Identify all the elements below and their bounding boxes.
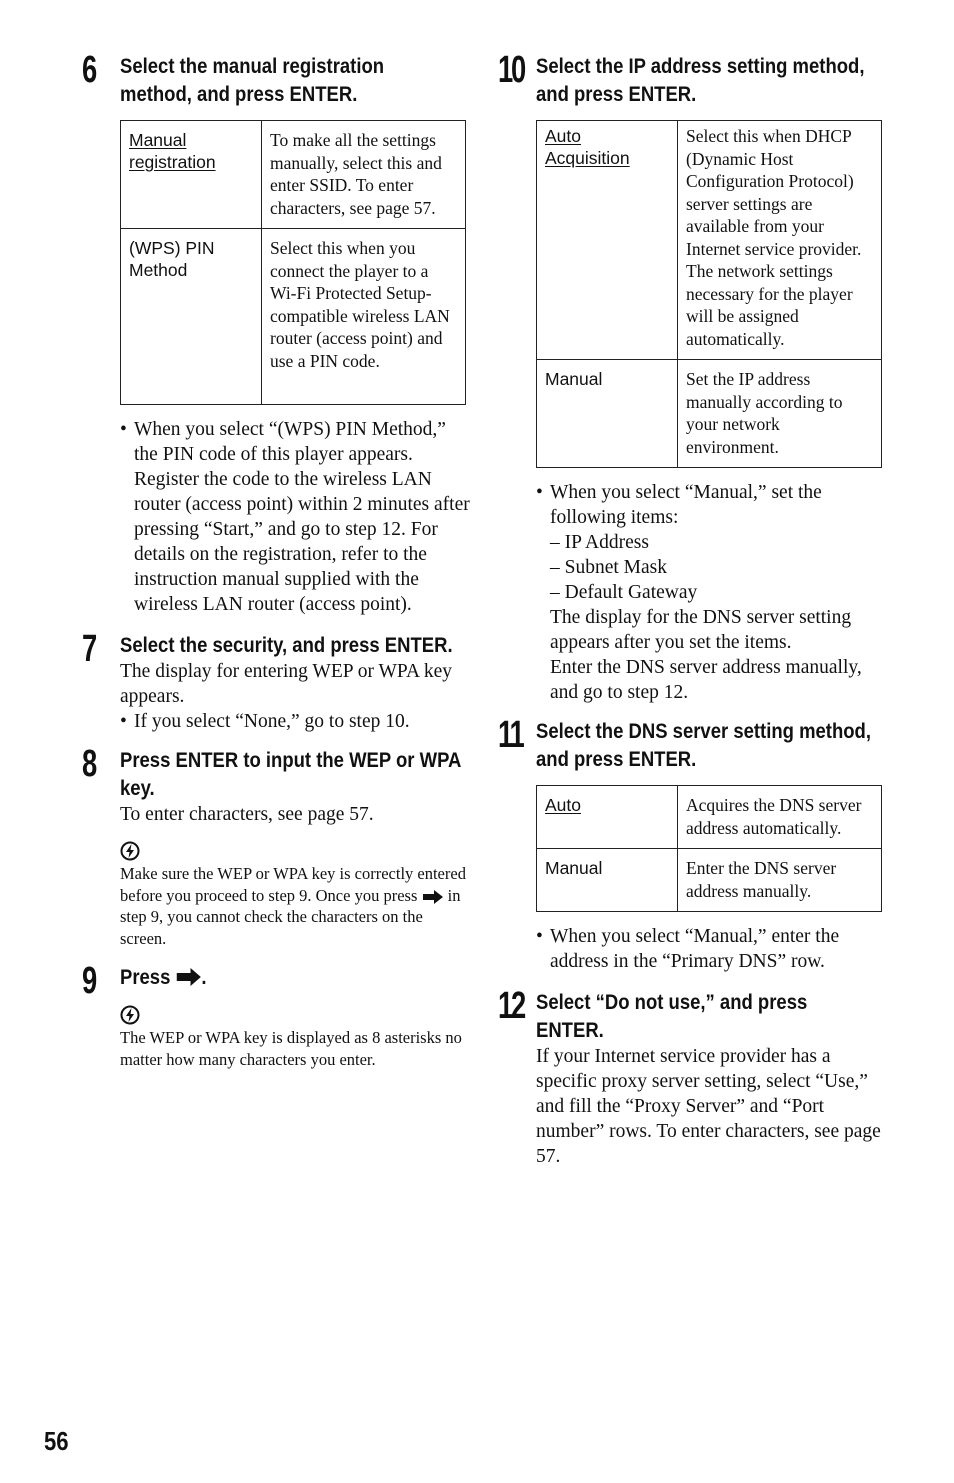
heading-line: Select the manual registration (120, 54, 385, 78)
option-description: To make all the settings manually, select this and enter SSID. To enter characters, see page 57. (262, 121, 466, 229)
heading-line: Press ENTER to input the WEP or WPA (120, 748, 462, 772)
step-heading (536, 717, 889, 773)
step-number: 8 (82, 743, 96, 785)
right-arrow-icon (176, 968, 202, 986)
heading-line: Select “Do not use,” and press (536, 990, 808, 1014)
bullet-list (536, 924, 888, 974)
hint-icon (120, 841, 140, 861)
option-description: Select this when you connect the player to a Wi-Fi Protected Setup-compatible wireless LAN router (access point) and use a PIN code. (262, 229, 466, 405)
heading-line: and press ENTER. (536, 747, 697, 771)
sub-item: – Subnet Mask (550, 557, 667, 578)
bullet-text: • When you select “Manual,” set the following items: (550, 482, 822, 528)
bullet-list (120, 709, 472, 734)
step-8 (82, 743, 472, 949)
heading-line: key. (120, 776, 155, 800)
step-12 (498, 985, 888, 1169)
step-6 (82, 49, 472, 617)
step-number: 11 (498, 714, 523, 756)
table-row (121, 229, 466, 405)
step-heading: Press . (120, 965, 207, 989)
step-number: 9 (82, 960, 96, 1002)
right-arrow-icon (422, 890, 444, 904)
heading-line: Select the DNS server setting method, (536, 719, 871, 743)
options-table (536, 785, 882, 912)
heading-line: ENTER. (536, 1018, 604, 1042)
bullet-list (120, 417, 472, 617)
option-name: (WPS) PIN Method (121, 229, 262, 405)
step-7 (82, 628, 472, 734)
step-heading (536, 52, 889, 108)
step-number: 12 (498, 985, 525, 1027)
option-description: Acquires the DNS server address automatically. (678, 786, 882, 849)
option-name: Auto Acquisition (537, 121, 678, 360)
step-body: The display for entering WEP or WPA key appears. (120, 661, 452, 707)
table-row (537, 360, 882, 468)
option-name: Manual (537, 360, 678, 468)
bullet-text: The display for the DNS server setting appears after you set the items. (550, 607, 852, 653)
options-table (120, 120, 466, 405)
step-body: If your Internet service provider has a specific proxy server setting, select “Use,” and fill the “Proxy Server” and “Port number” rows. To enter characters, see page 57. (536, 1046, 881, 1167)
heading-line: method, and press ENTER. (120, 82, 358, 106)
bullet-text: Enter the DNS server address manually, and go to step 12. (550, 657, 862, 703)
step-number: 10 (498, 49, 525, 91)
step-number: 7 (82, 628, 96, 670)
step-10 (498, 49, 888, 705)
options-table (536, 120, 882, 468)
option-description: Select this when DHCP (Dynamic Host Configuration Protocol) server settings are available from your Internet service provider. The network settings necessary for the player will be assigned automatically. (678, 121, 882, 360)
option-description: Set the IP address manually according to your network environment. (678, 360, 882, 468)
sub-item: – Default Gateway (550, 582, 698, 603)
list-item: • When you select “(WPS) PIN Method,” the PIN code of this player appears. Register the code to the wireless LAN router (access point) within 2 minutes after pressing “Start,” and go to step 12. For details on the registration, refer to the instruction manual supplied with the wireless LAN router (access point). (120, 417, 472, 617)
step-heading (536, 988, 889, 1044)
hint-text: The WEP or WPA key is displayed as 8 asterisks no matter how many characters you enter. (120, 1028, 462, 1069)
heading-line: and press ENTER. (536, 82, 697, 106)
option-name: Manual registration (121, 121, 262, 229)
left-column (82, 49, 472, 1070)
option-name: Auto (537, 786, 678, 849)
page-number: 56 (44, 1426, 69, 1456)
option-description: Enter the DNS server address manually. (678, 849, 882, 912)
option-name: Manual (537, 849, 678, 912)
bullet-list (536, 480, 888, 705)
list-item: • When you select “Manual,” enter the address in the “Primary DNS” row. (536, 924, 888, 974)
step-11 (498, 714, 888, 974)
list-item: • If you select “None,” go to step 10. (120, 709, 472, 734)
step-heading (120, 52, 473, 108)
step-body: To enter characters, see page 57. (120, 804, 374, 825)
table-row (121, 121, 466, 229)
heading-line: Select the IP address setting method, (536, 54, 865, 78)
table-row (537, 786, 882, 849)
step-heading (120, 746, 473, 802)
hint-text: Make sure the WEP or WPA key is correctly entered before you proceed to step 9. Once you press in step 9, you cannot check the characters on the screen. (120, 864, 466, 948)
sub-item: – IP Address (550, 532, 649, 553)
table-row (537, 121, 882, 360)
table-row (537, 849, 882, 912)
step-9 (82, 960, 472, 1070)
right-column (498, 49, 888, 1169)
list-item (536, 480, 888, 705)
hint-icon (120, 1005, 140, 1025)
step-heading: Select the security, and press ENTER. (120, 633, 453, 657)
step-number: 6 (82, 49, 96, 91)
